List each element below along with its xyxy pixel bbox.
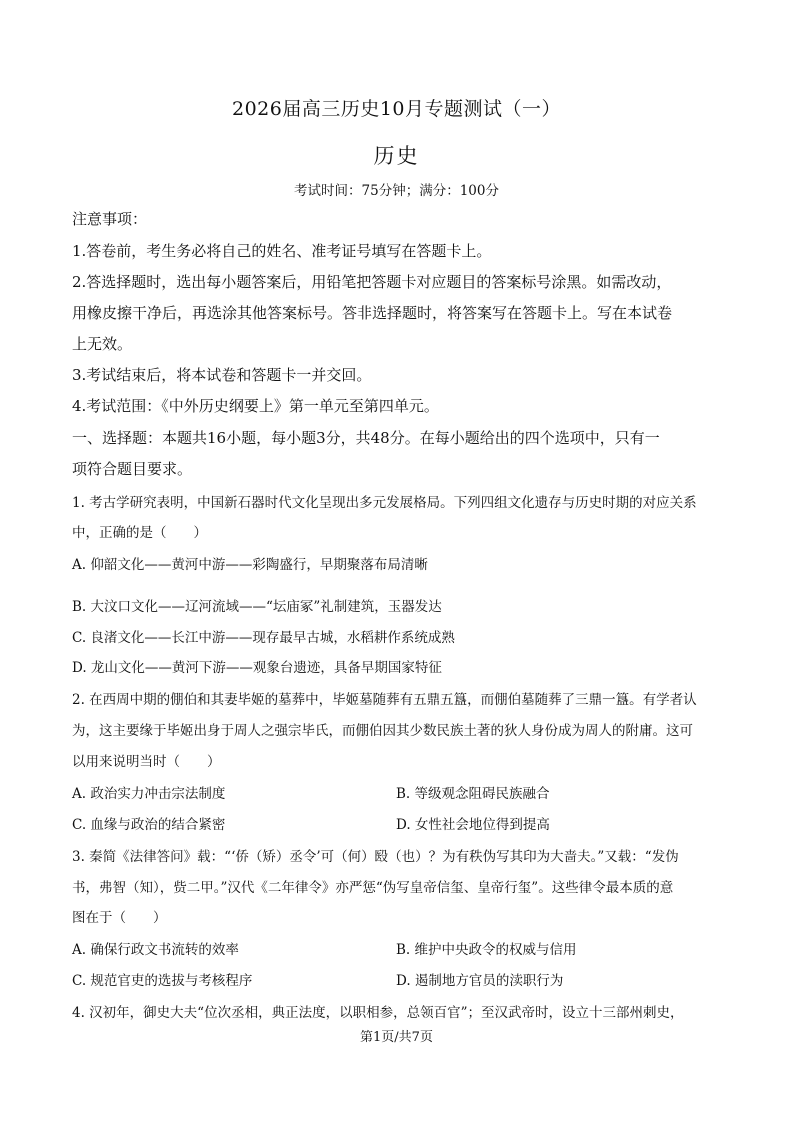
- q1-stem: 中，正确的是（ ）: [72, 525, 207, 541]
- q2-option-d: D. 女性社会地位得到提高: [396, 817, 550, 833]
- q3-option-d: D. 遏制地方官员的渎职行为: [396, 973, 564, 989]
- q1-option-d: D. 龙山文化——黄河下游——观象台遗迹，具备早期国家特征: [72, 660, 442, 676]
- q3-stem: 3. 秦简《法律答问》载：“‘侨（矫）丞令’可（何）殹（也）？为有秩伪写其印为大啬夫。”又载：“发伪: [72, 849, 679, 865]
- exam-meta: 考试时间：75分钟；满分：100分: [294, 183, 499, 199]
- q1-option-a: A. 仰韶文化——黄河中游——彩陶盛行，早期聚落布局清晰: [72, 557, 428, 573]
- notice-line: 用橡皮擦干净后，再选涂其他答案标号。答非选择题时，将答案写在答题卡上。写在本试卷: [72, 304, 673, 322]
- q1-stem: 1. 考古学研究表明，中国新石器时代文化呈现出多元发展格局。下列四组文化遗存与历史时期的对应关系: [72, 495, 697, 511]
- q3-stem: 图在于（ ）: [72, 910, 167, 926]
- q3-option-c: C. 规范官吏的选拔与考核程序: [72, 973, 253, 989]
- notice-line: 4.考试范围：《中外历史纲要上》第一单元至第四单元。: [72, 397, 439, 415]
- notice-heading: 注意事项：: [72, 210, 148, 228]
- section-heading: 一、选择题：本题共16小题，每小题3分，共48分。在每小题给出的四个选项中，只有一: [72, 429, 660, 447]
- exam-title: 2026届高三历史10月专题测试（一）: [231, 98, 562, 120]
- q2-option-c: C. 血缘与政治的结合紧密: [72, 817, 226, 833]
- q1-option-b: B. 大汶口文化——辽河流域——“坛庙冢”礼制建筑，玉器发达: [72, 599, 442, 615]
- q2-stem: 为，这主要缘于毕姬出身于周人之强宗毕氏，而倗伯因其少数民族土著的狄人身份成为周人的附庸。这可: [72, 723, 693, 739]
- page-footer: 第1页/共7页: [360, 1030, 433, 1045]
- subject-title: 历史: [373, 144, 420, 168]
- q2-option-a: A. 政治实力冲击宗法制度: [72, 786, 226, 802]
- q4-stem: 4. 汉初年，御史大夫“位次丞相，典正法度，以职相参，总领百官”；至汉武帝时，设立十三部州刺史，: [72, 1005, 684, 1021]
- notice-line: 2.答选择题时，选出每小题答案后，用铅笔把答题卡对应题目的答案标号涂黑。如需改动，: [72, 273, 672, 291]
- q3-option-b: B. 维护中央政令的权威与信用: [396, 942, 577, 958]
- notice-line: 1.答卷前，考生务必将自己的姓名、准考证号填写在答题卡上。: [72, 242, 492, 260]
- notice-line: 上无效。: [72, 335, 133, 353]
- q2-option-b: B. 等级观念阻碍民族融合: [396, 786, 550, 802]
- q3-stem: 书，弗智（知），赀二甲。”汉代《二年律令》亦严惩“伪写皇帝信玺、皇帝行玺”。这些律令最本质的意: [72, 880, 674, 896]
- q2-stem: 2. 在西周中期的倗伯和其妻毕姬的墓葬中，毕姬墓随葬有五鼎五簋，而倗伯墓随葬了三鼎一簋。有学者认: [72, 692, 697, 708]
- notice-line: 3.考试结束后，将本试卷和答题卡一并交回。: [72, 366, 372, 384]
- q1-option-c: C. 良渚文化——长江中游——现存最早古城，水稻耕作系统成熟: [72, 630, 455, 646]
- q2-stem: 以用来说明当时（ ）: [72, 754, 221, 770]
- section-heading-cont: 项符合题目要求。: [72, 460, 193, 478]
- q3-option-a: A. 确保行政文书流转的效率: [72, 942, 239, 958]
